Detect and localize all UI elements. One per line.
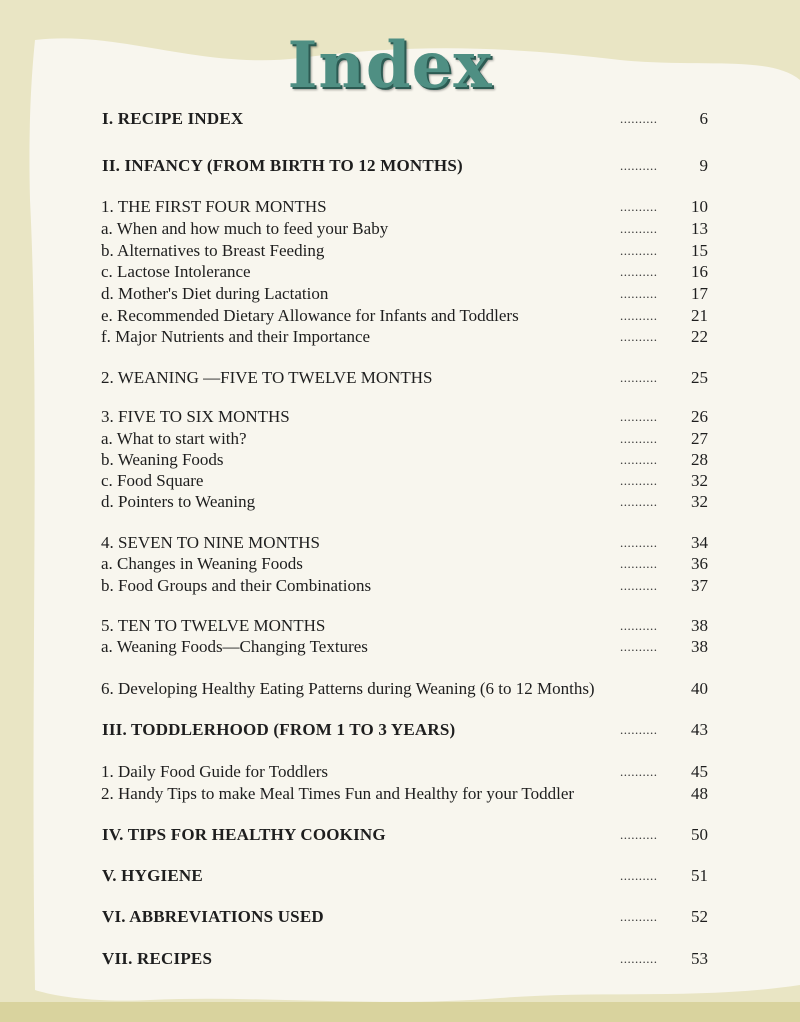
toc-entry bbox=[0, 367, 800, 391]
toc-entry-label: II. INFANCY (FROM BIRTH TO 12 MONTHS) bbox=[102, 156, 463, 175]
toc-entry bbox=[0, 491, 800, 515]
toc-leader-dots: .......... bbox=[620, 473, 658, 488]
toc-leader-dots: .......... bbox=[620, 243, 658, 258]
toc-entry-label: a. Changes in Weaning Foods bbox=[101, 554, 303, 573]
toc-entry bbox=[0, 906, 800, 930]
toc-leader-dots: .......... bbox=[620, 370, 658, 385]
toc-leader-dots: .......... bbox=[620, 409, 658, 424]
toc-entry bbox=[0, 865, 800, 889]
toc-entry-label: 1. THE FIRST FOUR MONTHS bbox=[101, 197, 327, 216]
toc-entry-label: a. When and how much to feed your Baby bbox=[101, 219, 389, 238]
toc-entry bbox=[0, 155, 800, 179]
toc-leader-dots: .......... bbox=[620, 764, 658, 779]
toc-leader-dots: .......... bbox=[620, 111, 658, 126]
toc-page-number: 26 bbox=[691, 407, 708, 426]
toc-leader-dots: .......... bbox=[620, 618, 658, 633]
toc-leader-dots: .......... bbox=[620, 431, 658, 446]
toc-page-number: 37 bbox=[691, 576, 708, 595]
toc-entry-label: f. Major Nutrients and their Importance bbox=[101, 327, 371, 346]
toc-leader-dots: .......... bbox=[620, 868, 658, 883]
toc-leader-dots: .......... bbox=[620, 827, 658, 842]
toc-page-number: 9 bbox=[699, 156, 708, 175]
toc-entry-label: I. RECIPE INDEX bbox=[102, 109, 244, 128]
toc-entry bbox=[0, 761, 800, 785]
toc-page-number: 28 bbox=[691, 450, 708, 469]
toc-page-number: 10 bbox=[691, 197, 708, 216]
toc-entry bbox=[0, 261, 800, 285]
toc-entry bbox=[0, 326, 800, 350]
toc-page-number: 32 bbox=[691, 492, 708, 511]
toc-leader-dots: .......... bbox=[620, 578, 658, 593]
toc-page-number: 22 bbox=[691, 327, 708, 346]
toc-entry-label: 2. Handy Tips to make Meal Times Fun and Healthy for your Toddler bbox=[101, 784, 575, 803]
toc-entry-label: VII. RECIPES bbox=[102, 949, 213, 968]
toc-entry-label: 3. FIVE TO SIX MONTHS bbox=[101, 407, 290, 426]
toc-entry-label: c. Lactose Intolerance bbox=[101, 262, 251, 281]
toc-leader-dots: .......... bbox=[620, 329, 658, 344]
toc-page-number: 16 bbox=[691, 262, 708, 281]
toc-leader-dots: .......... bbox=[620, 264, 658, 279]
toc-page-number: 38 bbox=[691, 616, 708, 635]
toc-page-number: 13 bbox=[691, 219, 708, 238]
toc-entry-label: e. Recommended Dietary Allowance for Infants and Toddlers bbox=[101, 306, 519, 325]
toc-entry bbox=[0, 678, 800, 702]
toc-page-number: 40 bbox=[691, 679, 708, 698]
page-title: Index bbox=[287, 28, 493, 103]
toc-page-number: 25 bbox=[691, 368, 708, 387]
toc-entry bbox=[0, 575, 800, 599]
toc-page-number: 45 bbox=[691, 762, 708, 781]
toc-entry bbox=[0, 824, 800, 848]
toc-entry bbox=[0, 108, 800, 132]
toc-page-number: 32 bbox=[691, 471, 708, 490]
toc-leader-dots: .......... bbox=[620, 951, 658, 966]
toc-entry bbox=[0, 948, 800, 972]
toc-leader-dots: .......... bbox=[620, 722, 658, 737]
toc-entry bbox=[0, 783, 800, 807]
toc-leader-dots: .......... bbox=[620, 535, 658, 550]
toc-leader-dots: .......... bbox=[620, 286, 658, 301]
toc-entry-label: V. HYGIENE bbox=[102, 866, 203, 885]
toc-entry-label: d. Pointers to Weaning bbox=[101, 492, 256, 511]
toc-entry bbox=[0, 283, 800, 307]
toc-leader-dots: .......... bbox=[620, 909, 658, 924]
toc-page-number: 34 bbox=[691, 533, 708, 552]
toc-page-number: 50 bbox=[691, 825, 708, 844]
toc-leader-dots: .......... bbox=[620, 639, 658, 654]
toc-leader-dots: .......... bbox=[620, 221, 658, 236]
toc-page-number: 21 bbox=[691, 306, 708, 325]
toc-entry-label: 2. WEANING —FIVE TO TWELVE MONTHS bbox=[101, 368, 433, 387]
toc-leader-dots: .......... bbox=[620, 199, 658, 214]
toc-entry-label: III. TODDLERHOOD (FROM 1 TO 3 YEARS) bbox=[102, 720, 456, 739]
toc-entry-label: 6. Developing Healthy Eating Patterns during Weaning (6 to 12 Months) bbox=[101, 679, 595, 698]
toc-entry-label: a. Weaning Foods—Changing Textures bbox=[101, 637, 368, 656]
toc-leader-dots: .......... bbox=[620, 452, 658, 467]
toc-page-number: 51 bbox=[691, 866, 708, 885]
toc-entry bbox=[0, 406, 800, 430]
toc-leader-dots: .......... bbox=[620, 158, 658, 173]
toc-page-number: 36 bbox=[691, 554, 708, 573]
toc-page-number: 48 bbox=[691, 784, 708, 803]
toc-page-number: 53 bbox=[691, 949, 708, 968]
toc-page-number: 43 bbox=[691, 720, 708, 739]
toc-entry bbox=[0, 636, 800, 660]
toc-entry-label: b. Alternatives to Breast Feeding bbox=[101, 241, 325, 260]
toc-entry-label: d. Mother's Diet during Lactation bbox=[101, 284, 329, 303]
toc-entry-label: 5. TEN TO TWELVE MONTHS bbox=[101, 616, 326, 635]
toc-entry-label: 4. SEVEN TO NINE MONTHS bbox=[101, 533, 320, 552]
toc-leader-dots: .......... bbox=[620, 494, 658, 509]
toc-entry bbox=[0, 719, 800, 743]
toc-entry-label: b. Food Groups and their Combinations bbox=[101, 576, 372, 595]
toc-entry-label: IV. TIPS FOR HEALTHY COOKING bbox=[102, 825, 386, 844]
toc-entry-label: c. Food Square bbox=[101, 471, 204, 490]
toc-entry-label: VI. ABBREVIATIONS USED bbox=[102, 907, 324, 926]
toc-entry bbox=[0, 196, 800, 220]
toc-page-number: 27 bbox=[691, 429, 708, 448]
toc-entry-label: 1. Daily Food Guide for Toddlers bbox=[101, 762, 329, 781]
toc-page-number: 38 bbox=[691, 637, 708, 656]
toc-entry-label: a. What to start with? bbox=[101, 429, 247, 448]
bottom-band bbox=[0, 1002, 800, 1022]
toc-leader-dots: .......... bbox=[620, 308, 658, 323]
toc-entry-label: b. Weaning Foods bbox=[101, 450, 224, 469]
toc-page-number: 17 bbox=[691, 284, 708, 303]
toc-page-number: 52 bbox=[691, 907, 708, 926]
toc-leader-dots: .......... bbox=[620, 556, 658, 571]
toc-page-number: 6 bbox=[699, 109, 708, 128]
toc-entry bbox=[0, 218, 800, 242]
toc-page-number: 15 bbox=[691, 241, 708, 260]
toc-entry bbox=[0, 553, 800, 577]
